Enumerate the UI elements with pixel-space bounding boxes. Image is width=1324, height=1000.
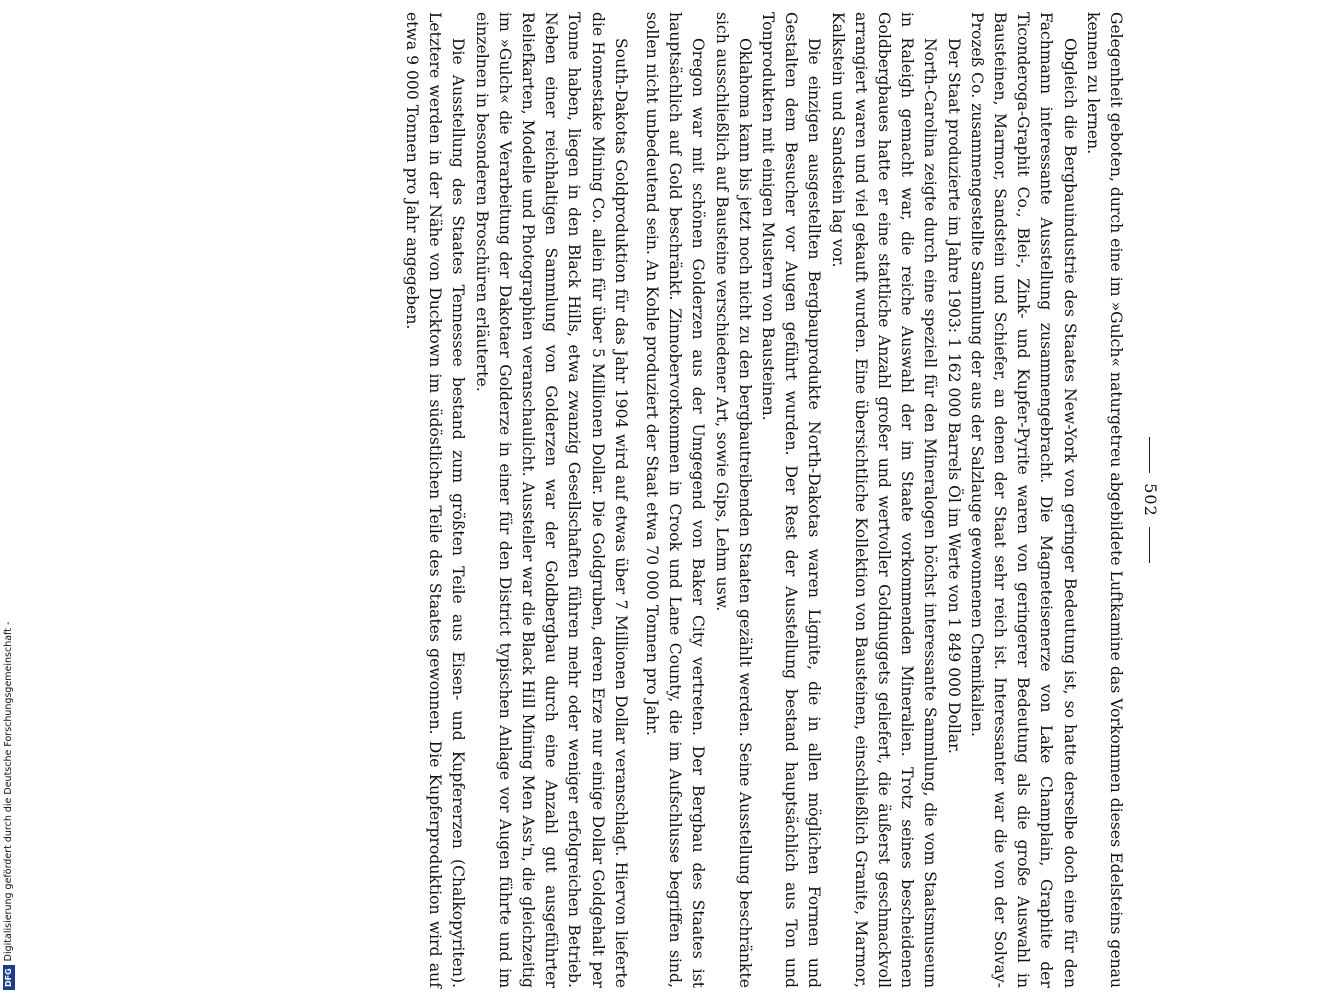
scanned-page	[140, 0, 1180, 1000]
page-number-rule-left	[1149, 437, 1150, 473]
paragraph-south-dakota: South-Dakotas Goldproduktion für das Jahr 1904 wird auf etwas über 7 Millionen Dollar veranschlagt. Hiervon lieferte die Homestake Mining Co. allein für über 5 Millionen Dollar. Die Goldgruben, deren Erze nur einige Dollar Goldgehalt per Tonne haben, liegen in den Black Hills, etwa zwanzig Gesellschaften führen mehr oder weniger erfolgreichen Betrieb. Neben einer reichhaltigen Sammlung von Golderzen war der Goldbergbau durch eine Anzahl gut ausgeführter Reliefkarten, Modelle und Photographien veranschaulicht. Aussteller war die Black Hill Mining Men Ass'n, die gleichzeitig im »Gulch« die Verarbeitung der Dakotaer Golderze in einer für den District typischen Anlage vor Augen führte und im einzelnen in besonderen Broschüren erläuterte.	[472, 12, 630, 988]
dfg-logo: DFG	[3, 965, 15, 990]
paragraph-tennessee: Die Ausstellung des Staates Tennessee bestand zum größten Teile aus Eisen- und Kupfererzen (Chalkopyriten). Letztere werden in der Nähe von Ducktown im südöstlichen Teile des Staates gewonnen. Die Kupferproduktion wird auf etwa 9 000 Tonnen pro Jahr angegeben.	[402, 12, 468, 988]
paragraph-oklahoma: Oklahoma kann bis jetzt noch nicht zu den bergbautreibenden Staaten gezählt werden. Seine Ausstellung beschränkte sich ausschließlich auf Bausteine verschiedener Art, sowie Gips, Lehm usw.	[712, 12, 754, 988]
paragraph-north-dakota: Die einzigen ausgestellten Bergbauprodukte North-Dakotas waren Lignite, die in allen möglichen Formen und Gestalten dem Besucher vor Augen geführt wurden. Der Rest der Ausstellung bestand hauptsächlich aus Ton und Tonprodukten mit einigen Mustern von Bausteinen.	[758, 12, 824, 988]
credit-text: Digitalisierung gefördert durch die Deutsche Forschungsgemeinschaft -	[3, 621, 14, 962]
paragraph-oregon: Oregon war mit schönen Golderzen aus der Umgegend von Baker City vertreten. Der Bergbau des Staates ist hauptsächlich auf Gold beschränkt. Zinnobervorkommen in Crook und Lane County, die im Aufschlusse begriffen sind, sollen nicht unbedeutend sein. An Kohle produziert der Staat etwa 70 000 Tonnen pro Jahr.	[642, 12, 708, 988]
page-number	[1141, 12, 1160, 988]
page-number-rule-right	[1149, 527, 1150, 563]
page-content	[140, 0, 1180, 1000]
paragraph-north-carolina: North-Carolina zeigte durch eine speziell für den Mineralogen höchst interessante Sammlung, die vom Staatsmuseum in Raleigh gemacht war, die reiche Auswahl der im Staate vorkommenden Mineralien. Trotz seines bescheidenen Goldbergbaues hatte er eine stattliche Anzahl großer und wertvoller Goldnuggets geliefert, die äußerst geschmackvoll arrangiert waren und viel gekauft wurden. Eine übersichtliche Kollektion von Bausteinen, einschließlich Granite, Marmor, Kalkstein und Sandstein lag vor.	[828, 12, 940, 988]
paragraph-gap	[632, 12, 640, 988]
paragraph-new-york-production: Der Staat produzierte im Jahre 1903: 1 162 000 Barrels Öl im Werte von 1 849 000 Dollar.	[944, 38, 963, 754]
digitization-credit	[2, 0, 16, 1000]
paragraph-new-york: Obgleich die Bergbauindustrie des Staates New-York von geringer Bedeutung ist, so hatte derselbe doch eine für den Fachmann interessante Ausstellung zusammengebracht. Die Magneteisenerze von Lake Champlain, Graphite der Ticonderoga-Graphit Co., Blei-, Zink- und Kupfer-Pyrite waren von geringerer Bedeutung als die große Auswahl in Bausteinen, Marmor, Sandstein und Schiefer, an denen der Staat sehr reich ist. Interessanter war die von der Solvay-Prozeß Co. zusammengestellte Sammlung der aus der Salzlauge gewonnenen Chemikalien.	[967, 12, 1079, 988]
page-number-text: 502	[1141, 483, 1160, 517]
paragraph-gulch: Gelegenheit geboten, durch eine im »Gulch« naturgetreu abgebildete Luftkamine das Vorkommen dieses Edelsteins genau kennen zu lernen.	[1083, 12, 1125, 988]
